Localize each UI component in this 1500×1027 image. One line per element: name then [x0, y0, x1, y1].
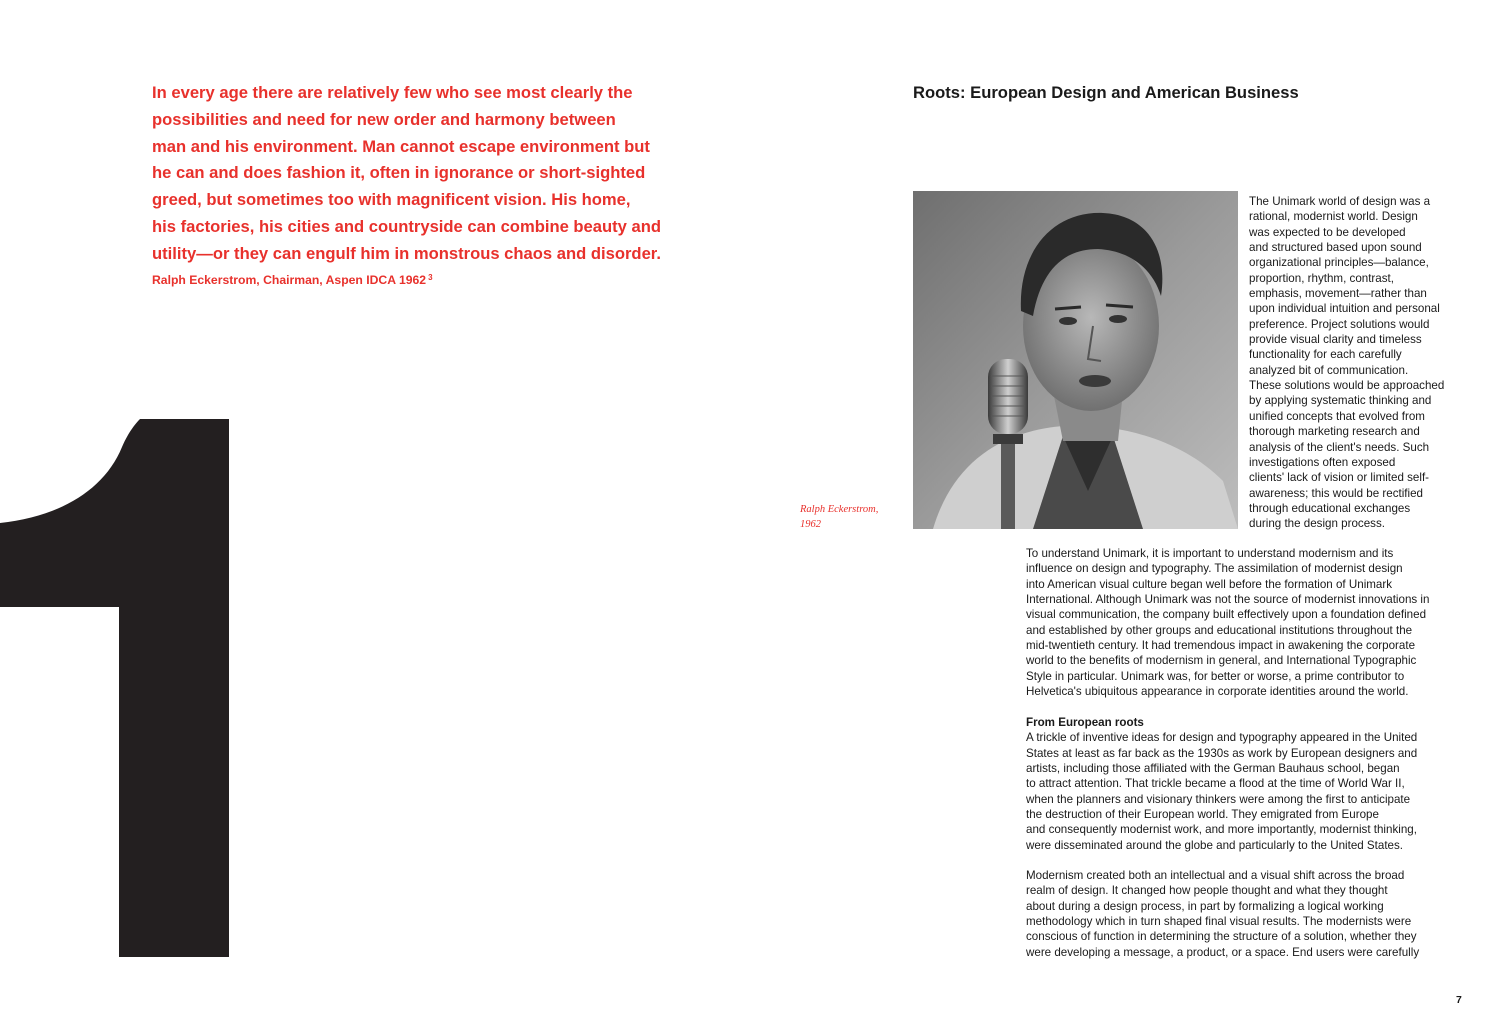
section-title: Roots: European Design and American Business: [913, 83, 1299, 102]
intro-line: analyzed bit of communication.: [1249, 363, 1409, 377]
quote-line: his factories, his cities and countryside can combine beauty and: [152, 216, 662, 236]
body-line: world to the benefits of modernism in general, and International Typographic: [1026, 654, 1417, 668]
quote-line: In every age there are relatively few who see most clearly the: [152, 83, 633, 102]
intro-line: analysis of the client's needs. Such: [1249, 440, 1430, 454]
intro-line: investigations often exposed: [1249, 455, 1396, 469]
body-line: and consequently modernist work, and more importantly, modernist thinking,: [1026, 823, 1417, 837]
body-line: Helvetica's ubiquitous appearance in corporate identities around the world.: [1026, 685, 1409, 699]
intro-line: during the design process.: [1249, 517, 1385, 531]
body-line: and established by other groups and educational institutions throughout the: [1026, 623, 1413, 637]
intro-line: and structured based upon sound: [1249, 241, 1422, 255]
intro-line: rational, modernist world. Design: [1249, 210, 1418, 224]
intro-line: clients' lack of vision or limited self-: [1249, 471, 1430, 485]
quote-line: possibilities and need for new order and harmony between: [152, 109, 616, 129]
intro-line: provide visual clarity and timeless: [1249, 333, 1422, 347]
chapter-number-graphic: [0, 419, 230, 959]
body-line: conscious of function in determining the structure of a solution, whether they: [1026, 930, 1417, 944]
body-line: realm of design. It changed how people thought and what they thought: [1026, 884, 1388, 898]
body-line: artists, including those affiliated with the German Bauhaus school, began: [1026, 762, 1400, 776]
caption-name: Ralph Eckerstrom,: [800, 504, 879, 515]
intro-line: emphasis, movement—rather than: [1249, 287, 1427, 301]
chapter-numeral-one: [0, 419, 229, 957]
paragraph-modernism: [1026, 546, 1476, 699]
intro-line: functionality for each carefully: [1249, 348, 1402, 362]
body-line: visual communication, the company built effectively upon a foundation defined: [1026, 608, 1427, 622]
intro-line: preference. Project solutions would: [1249, 317, 1430, 331]
paragraph-shift: [1026, 868, 1476, 960]
intro-line: upon individual intuition and personal: [1249, 302, 1440, 316]
body-line: the destruction of their European world. They emigrated from Europe: [1026, 808, 1379, 822]
quote-line: man and his environment. Man cannot escape environment but: [152, 136, 650, 156]
intro-line: was expected to be developed: [1249, 225, 1406, 239]
intro-line: proportion, rhythm, contrast,: [1249, 271, 1394, 285]
body-line: Modernism created both an intellectual and a visual shift across the broad: [1026, 869, 1405, 882]
footnote-mark: 3: [428, 273, 433, 282]
intro-text: [1249, 194, 1489, 532]
intro-line: These solutions would be approached: [1249, 379, 1445, 393]
intro-line: through educational exchanges: [1249, 501, 1411, 515]
quote-line: he can and does fashion it, often in ignorance or short-sighted: [152, 163, 646, 183]
page-number: 7: [1456, 994, 1462, 1006]
quote-line: utility—or they can engulf him in monstrous chaos and disorder.: [152, 243, 661, 263]
caption-year: 1962: [800, 518, 821, 530]
body-line: when the planners and visionary thinkers were among the first to anticipate: [1026, 792, 1411, 806]
body-line: influence on design and typography. The assimilation of modernist design: [1026, 562, 1403, 576]
subhead: From European roots: [1026, 716, 1144, 729]
photo-caption: [800, 503, 878, 532]
body-line: methodology which in turn shaped final visual results. The modernists were: [1026, 915, 1412, 929]
attribution-text: Ralph Eckerstrom, Chairman, Aspen IDCA 1962: [152, 273, 427, 287]
intro-line: unified concepts that evolved from: [1249, 409, 1425, 423]
intro-line: awareness; this would be rectified: [1249, 486, 1423, 500]
intro-line: by applying systematic thinking and: [1249, 394, 1432, 408]
body-line: were developing a message, a product, or a space. End users were carefully: [1026, 945, 1420, 959]
intro-line: thorough marketing research and: [1249, 425, 1420, 439]
quote-line: greed, but sometimes too with magnificent vision. His home,: [152, 190, 631, 210]
portrait-photo: [913, 191, 1238, 529]
body-line: International. Although Unimark was not the source of modernist innovations in: [1026, 593, 1430, 607]
intro-line: organizational principles—balance,: [1249, 256, 1429, 270]
body-line: into American visual culture began well before the formation of Unimark: [1026, 577, 1393, 591]
body-line: Style in particular. Unimark was, for better or worse, a prime contributor to: [1026, 669, 1405, 683]
body-line: were disseminated around the globe and particularly to the United States.: [1026, 838, 1404, 852]
pull-quote: [152, 80, 692, 268]
body-line: to attract attention. That trickle became a flood at the time of World War II,: [1026, 777, 1405, 791]
body-line: To understand Unimark, it is important to understand modernism and its: [1026, 547, 1394, 560]
intro-line: The Unimark world of design was a: [1249, 195, 1431, 208]
body-line: A trickle of inventive ideas for design and typography appeared in the United: [1026, 731, 1418, 745]
paragraph-european-roots: [1026, 715, 1476, 853]
body-line: mid-twentieth century. It had tremendous impact in awakening the corporate: [1026, 639, 1416, 653]
body-line: about during a design process, in part by formalizing a logical working: [1026, 899, 1384, 913]
quote-attribution: [152, 270, 433, 288]
body-line: States at least as far back as the 1930s as work by European designers and: [1026, 746, 1418, 760]
